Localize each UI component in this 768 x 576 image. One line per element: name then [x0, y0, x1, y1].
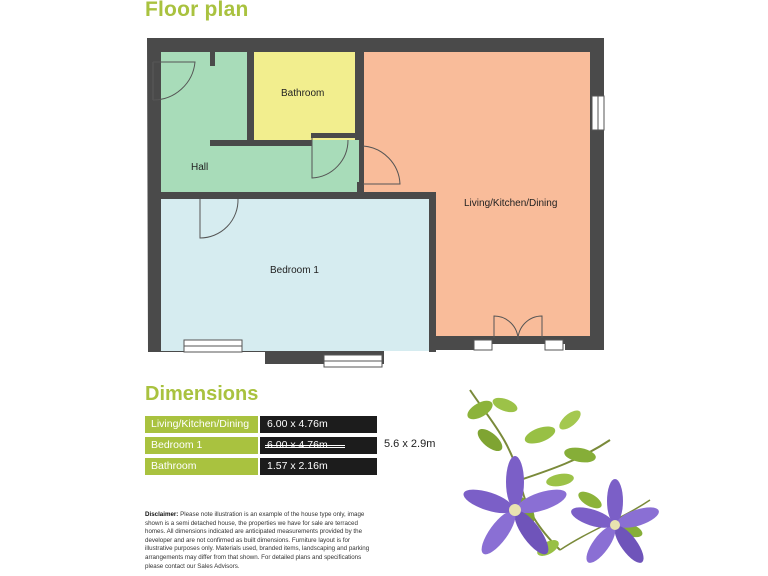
- window-bedroom-bottom: [324, 355, 382, 367]
- wall-bedroom-top: [161, 192, 436, 199]
- dimension-value: 6.00 x 4.76m: [260, 416, 377, 433]
- room-label-bathroom: Bathroom: [281, 88, 325, 99]
- wall-living-left: [355, 52, 363, 140]
- window-living-right: [592, 96, 604, 130]
- window-living-bottom-right: [545, 340, 563, 350]
- clematis-flower-illustration: [430, 380, 768, 576]
- dimension-label: Bathroom: [145, 458, 258, 475]
- room-label-hall: Hall: [191, 162, 209, 173]
- wall-bath-bottom: [210, 140, 312, 146]
- disclaimer: [145, 511, 370, 571]
- wall-hall-stub: [210, 52, 215, 66]
- dimension-label: Bedroom 1: [145, 437, 258, 454]
- room-label-living: Living/Kitchen/Dining: [464, 198, 558, 209]
- handwritten-note: 5.6 x 2.9m: [384, 438, 436, 450]
- dimension-label: Living/Kitchen/Dining: [145, 416, 258, 433]
- disclaimer-text: Please note illustration is an example of the house type only, image shown is a semi detached house, the properties we have for sale are terraced homes. All dimensions indicated are anticipated measurements provided by the developer and are not confirmed as built dimensions. Furniture layout is for illustrative purposes only. Materials used, branded items, landscaping and parking arrangements may differ from that shown. For detailed plans and specifications please contact our Sales Advisors.: [145, 511, 370, 570]
- wall-living-left2: [357, 182, 364, 192]
- dimension-value: 1.57 x 2.16m: [260, 458, 377, 475]
- dimensions-title: Dimensions: [145, 383, 259, 405]
- room-label-bedroom: Bedroom 1: [270, 265, 319, 276]
- page-title: Floor plan: [145, 0, 249, 21]
- wall-bath-bottom2: [311, 133, 355, 138]
- disclaimer-heading: Disclaimer:: [145, 511, 179, 518]
- wall-bath-left: [247, 52, 254, 146]
- window-bedroom-left: [184, 340, 242, 352]
- wall-bedroom-right: [429, 192, 436, 352]
- strikethrough-line: [265, 445, 345, 446]
- window-living-bottom-left: [474, 340, 492, 350]
- strikethrough-line: [265, 447, 345, 448]
